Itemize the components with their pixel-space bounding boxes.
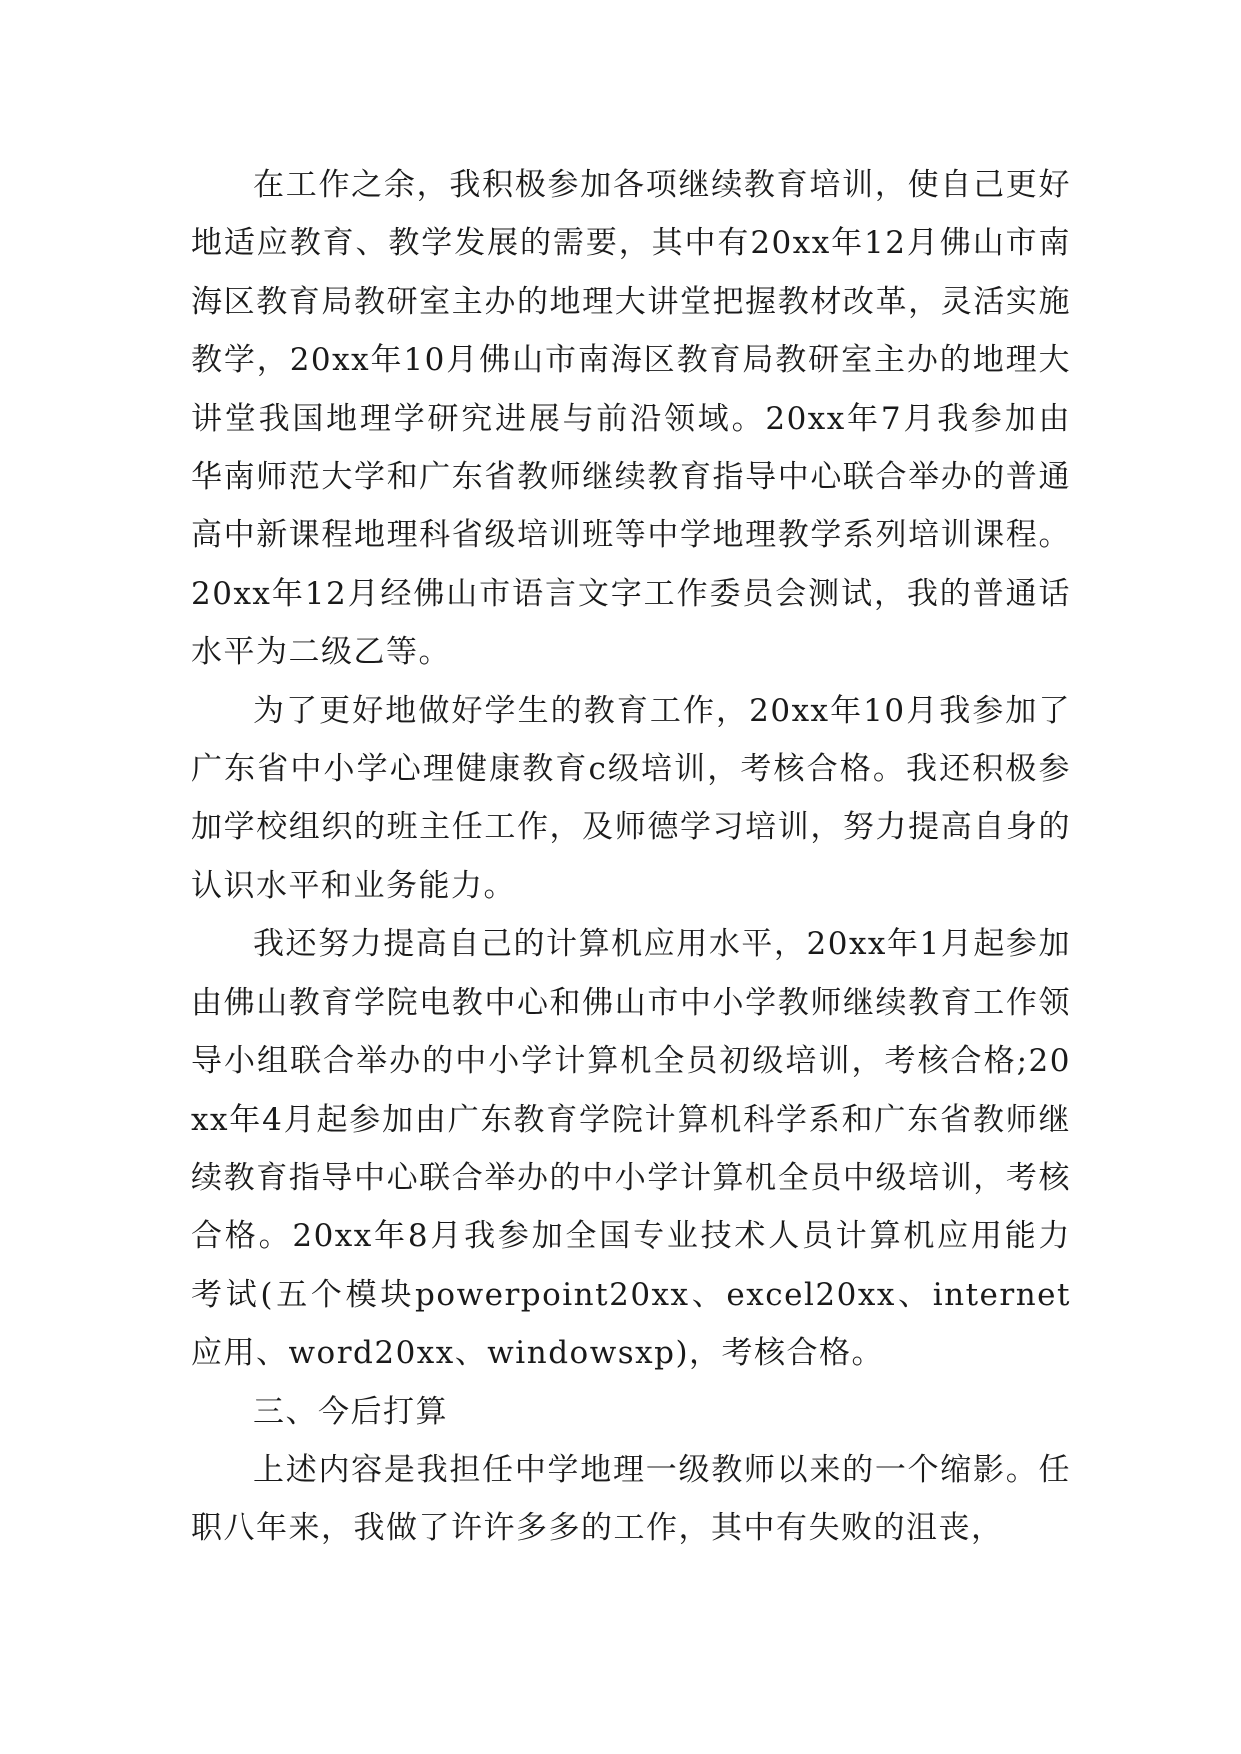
document-body	[191, 156, 1071, 1558]
paragraph-computer-training: 我还努力提高自己的计算机应用水平，20xx年1月起参加由佛山教育学院电教中心和佛山市中小学教师继续教育工作领导小组联合举办的中小学计算机全员初级培训，考核合格;20xx年4月起参加由广东教育学院计算机科学系和广东省教师继续教育指导中心联合举办的中小学计算机全员中级培训，考核合格。20xx年8月我参加全国专业技术人员计算机应用能力考试(五个模块powerpoint20xx、excel20xx、internet应用、word20xx、windowsxp)，考核合格。	[191, 926, 1071, 1372]
paragraph-closing: 上述内容是我担任中学地理一级教师以来的一个缩影。任职八年来，我做了许许多多的工作，其中有失败的沮丧，	[191, 1451, 1071, 1547]
paragraph-psychology-training: 为了更好地做好学生的教育工作，20xx年10月我参加了广东省中小学心理健康教育c级培训，考核合格。我还积极参加学校组织的班主任工作，及师德学习培训，努力提高自身的认识水平和业务能力。	[191, 692, 1071, 904]
section-heading-future-plans: 三、今后打算	[253, 1393, 448, 1430]
paragraph-continuing-education: 在工作之余，我积极参加各项继续教育培训，使自己更好地适应教育、教学发展的需要，其中有20xx年12月佛山市南海区教育局教研室主办的地理大讲堂把握教材改革，灵活实施教学，20xx年10月佛山市南海区教育局教研室主办的地理大讲堂我国地理学研究进展与前沿领域。20xx年7月我参加由华南师范大学和广东省教师继续教育指导中心联合举办的普通高中新课程地理科省级培训班等中学地理教学系列培训课程。20xx年12月经佛山市语言文字工作委员会测试，我的普通话水平为二级乙等。	[191, 167, 1071, 671]
